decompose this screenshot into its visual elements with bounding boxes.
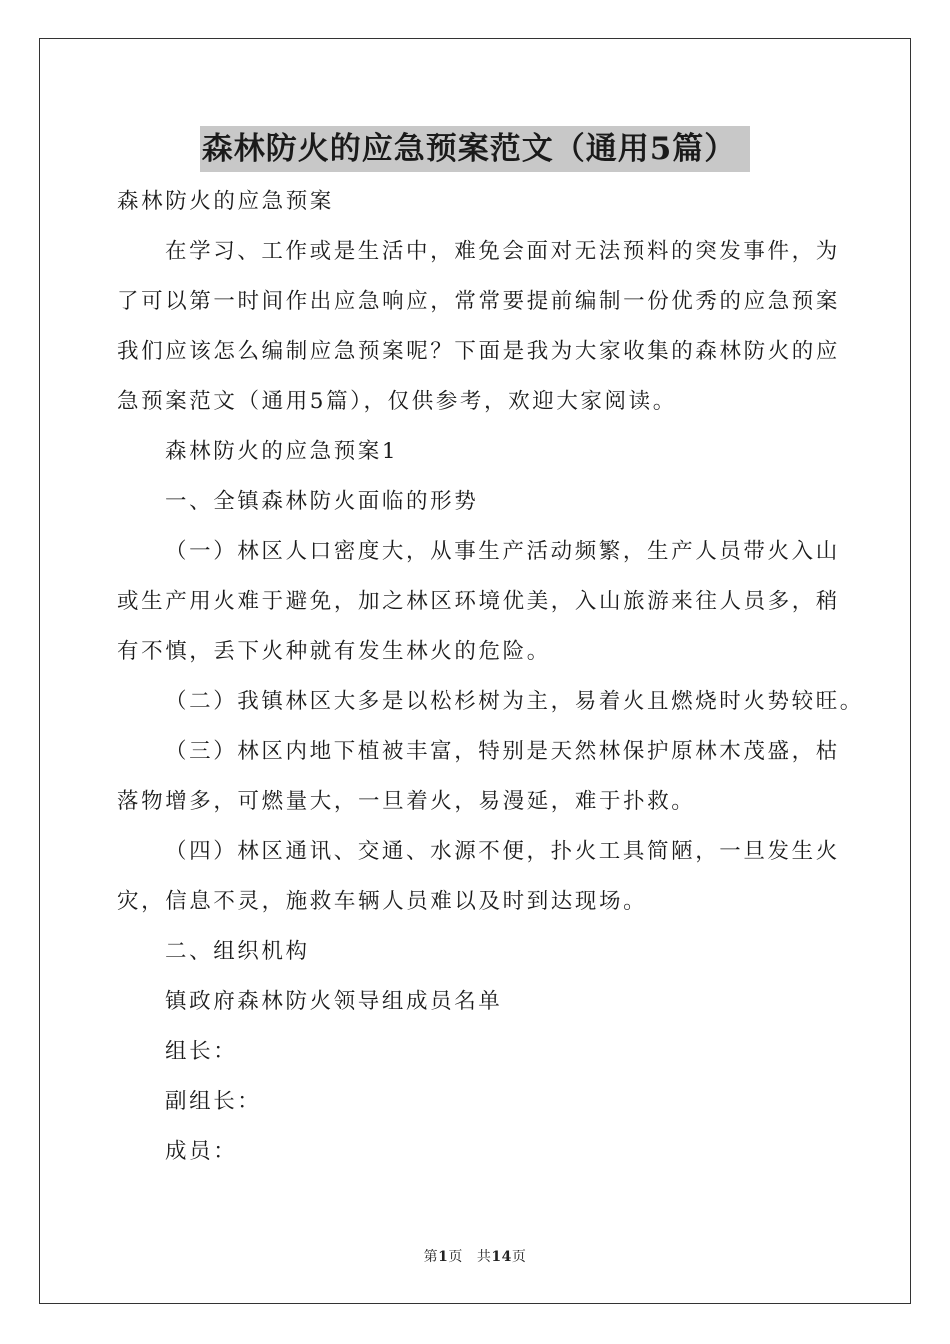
paragraph-line: 了可以第一时间作出应急响应，常常要提前编制一份优秀的应急预案 (117, 289, 841, 314)
page-number: 1 (438, 1249, 449, 1265)
numbered-heading: 一、全镇森林防火面临的形势 (165, 489, 479, 514)
numbered-heading: 二、组织机构 (165, 939, 310, 964)
page-footer (0, 1246, 950, 1266)
page-prefix: 第 (423, 1249, 439, 1265)
total-suffix: 页 (511, 1249, 527, 1265)
paragraph-line: 急预案范文（通用5篇），仅供参考，欢迎大家阅读。 (117, 389, 677, 414)
paragraph-line: 或生产用火难于避免，加之林区环境优美，入山旅游来往人员多，稍 (117, 589, 841, 614)
total-prefix: 共 (476, 1249, 492, 1265)
document-body (117, 177, 864, 1177)
paragraph-line: 落物增多，可燃量大，一旦着火，易漫延，难于扑救。 (117, 789, 696, 814)
paragraph-line: （三）林区内地下植被丰富，特别是天然林保护原林木茂盛，枯 (165, 739, 840, 764)
paragraph-line: （二）我镇林区大多是以松杉树为主，易着火且燃烧时火势较旺。 (165, 689, 864, 714)
paragraph-line: 灾，信息不灵，施救车辆人员难以及时到达现场。 (117, 889, 648, 914)
paragraph-line: 镇政府森林防火领导组成员名单 (165, 989, 503, 1014)
paragraph-line: （一）林区人口密度大，从事生产活动频繁，生产人员带火入山 (165, 539, 840, 564)
total-pages: 14 (491, 1249, 512, 1265)
document-title: 森林防火的应急预案范文（通用5篇） (200, 126, 751, 172)
paragraph-line: 有不慎，丢下火种就有发生林火的危险。 (117, 639, 551, 664)
paragraph-line: 在学习、工作或是生活中，难免会面对无法预料的突发事件，为 (165, 239, 840, 264)
title-wrap (0, 126, 950, 172)
section-heading: 森林防火的应急预案 (117, 189, 334, 214)
role-label: 组长： (165, 1039, 238, 1064)
paragraph-line: 我们应该怎么编制应急预案呢？下面是我为大家收集的森林防火的应 (117, 339, 841, 364)
paragraph-line: （四）林区通讯、交通、水源不便，扑火工具简陋，一旦发生火 (165, 839, 840, 864)
role-label: 成员： (165, 1139, 238, 1164)
page-suffix: 页 (448, 1249, 463, 1265)
role-label: 副组长： (165, 1089, 262, 1114)
subsection-heading: 森林防火的应急预案1 (165, 439, 399, 464)
